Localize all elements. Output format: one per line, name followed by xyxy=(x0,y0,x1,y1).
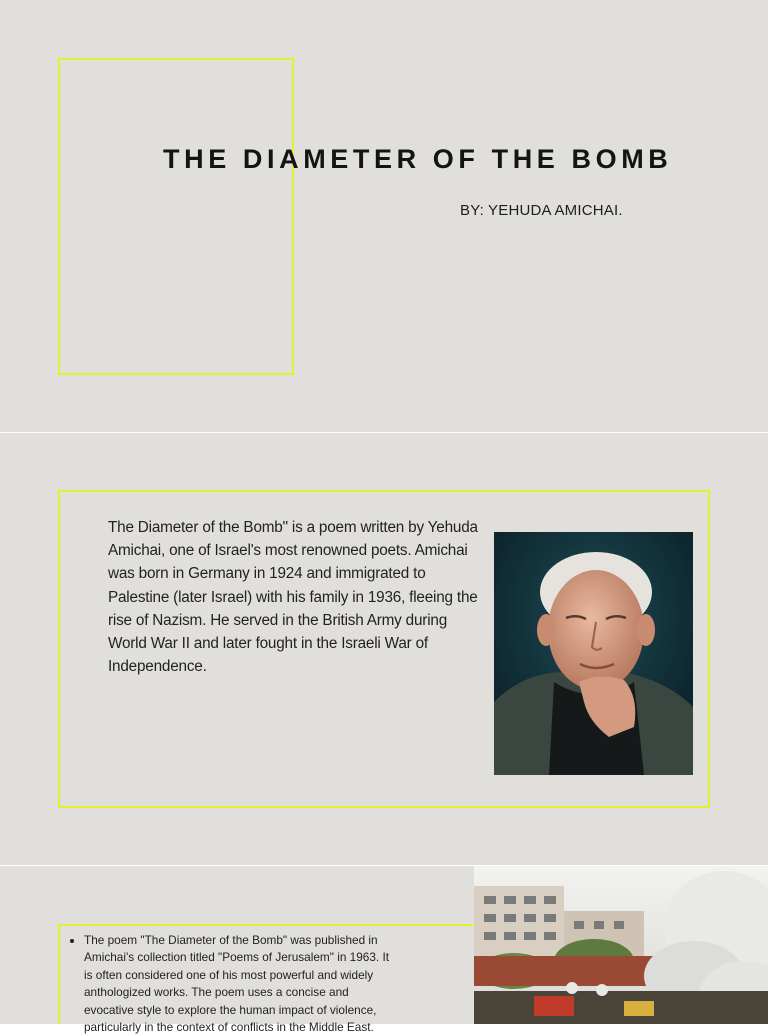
accent-frame xyxy=(58,58,294,375)
slide-title: THE DIAMETER OF THE BOMB xyxy=(163,144,673,174)
title-slide xyxy=(0,0,768,432)
bullet-item: • The poem "The Diameter of the Bomb" was published in Amichai's collection titled "Poems of Jerusalem" in 1963. It is often considered one of his most powerful and widely anthologized works. The poem uses a concise and evocative style to explore the human impact of violence, particularly in the context of conflicts in the Middle East. xyxy=(84,932,398,1036)
bomb-scene-photo xyxy=(474,866,768,1024)
bullet-list xyxy=(68,932,398,1036)
biography-text: The Diameter of the Bomb" is a poem written by Yehuda Amichai, one of Israel's most renowned poets. Amichai was born in Germany in 1924 and immigrated to Palestine (later Israel) with his family in 1936, fleeing the rise of Nazism. He served in the British Army during World War II and later fought in the Israeli War of Independence. xyxy=(108,519,478,676)
author-byline: BY: YEHUDA AMICHAI. xyxy=(460,202,623,219)
author-portrait xyxy=(494,532,693,775)
